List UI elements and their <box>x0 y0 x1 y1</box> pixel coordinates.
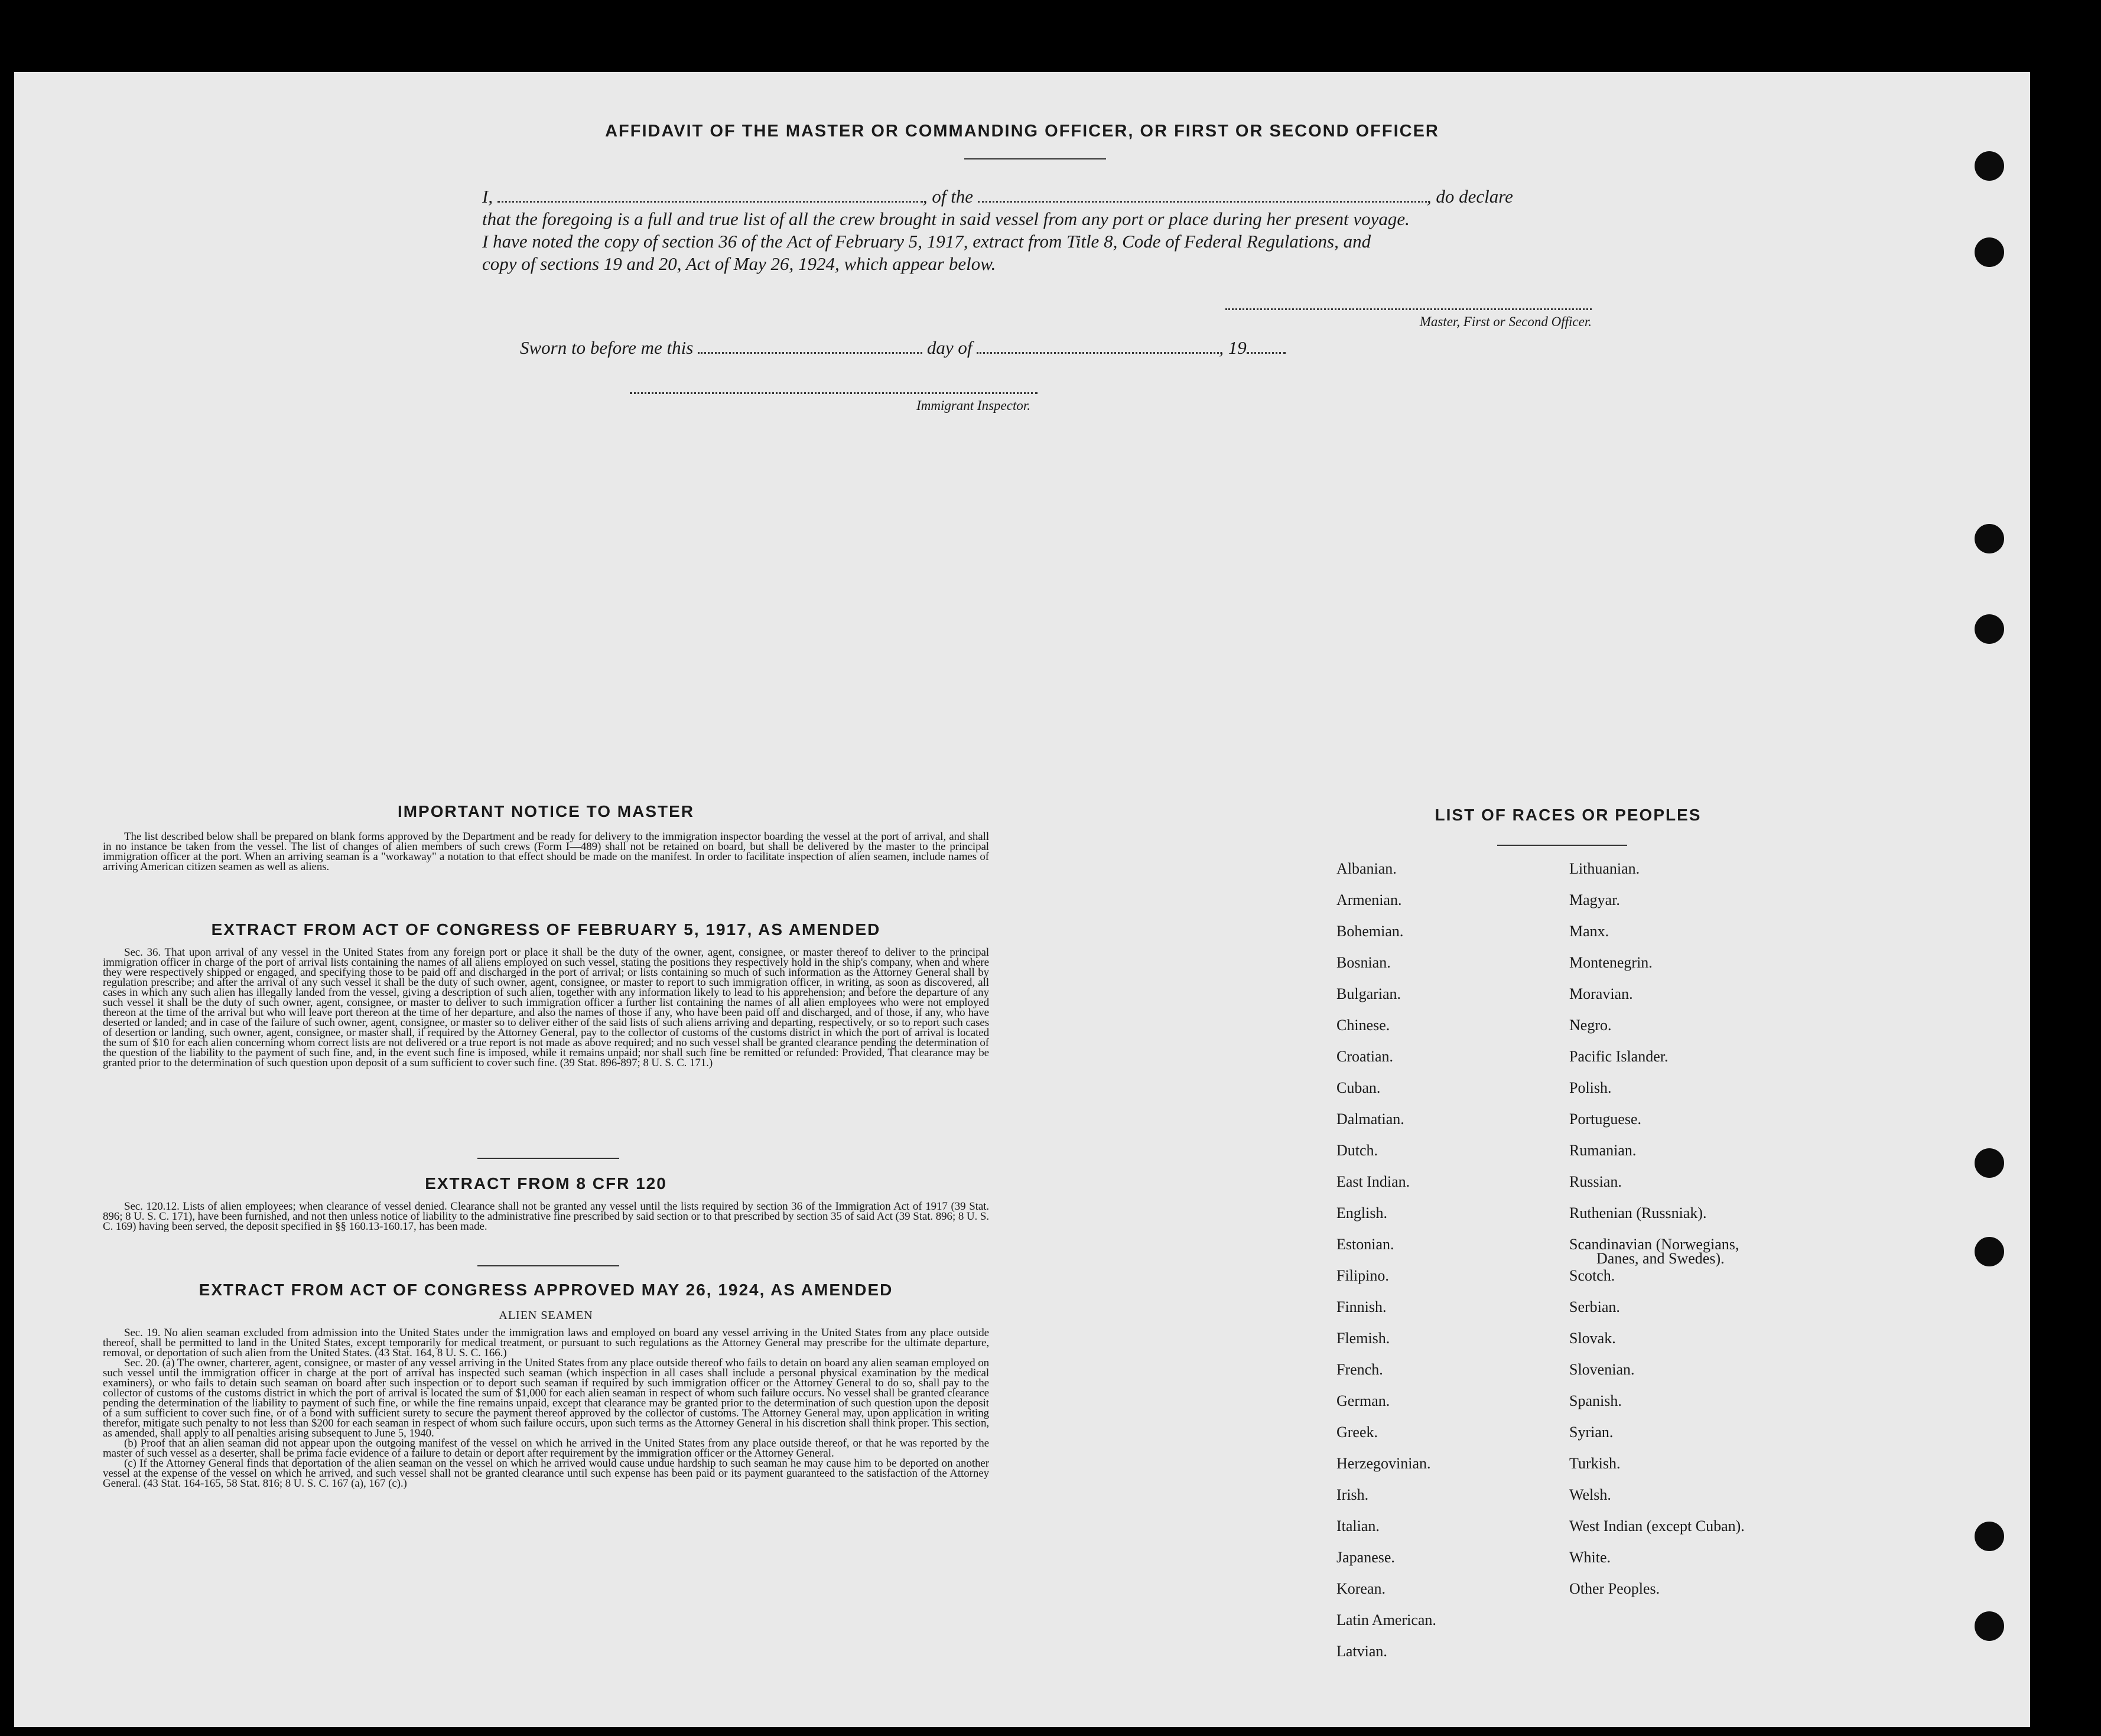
sworn-year-field[interactable] <box>1247 351 1286 354</box>
punch-hole-icon <box>1975 614 2004 644</box>
notice-text: The list described below shall be prepared on blank forms approved by the Department and be ready for delivery to the immigration inspector boarding the vessel at the port of arrival, and shall in no instance be taken from the vessel. The list of changes of alien members of such crews (Form I—489) shall not be retained on board, but shall be delivered by the master to the principal immigration officer at the port. When an arriving seaman is a "workaway" a notation to that effect should be made on the manifest. In order to facilitate inspection of alien seamen, include names of arriving American citizen seamen as well as aliens. <box>103 830 989 873</box>
race-item: Cuban. <box>1336 1079 1381 1096</box>
divider <box>477 1158 619 1159</box>
extract-1924-text: Sec. 19. No alien seaman excluded from admission into the United States under the immigration laws and employed on board any vessel arriving in the United States from any place outside thereof, shall be permitted to land in the United States, except temporarily for medical treatment, or pursuant to such regulations as the Attorney General may prescribe for the ultimate departure, removal, or deportation of such alien from the United States. (43 Stat. 164, 8 U. S. C. 166.) Sec. 20. (a) The owner, charterer, agent, consignee, or master of any vessel arriving in the United States from any place outside thereof who fails to detain on board any alien seaman employed on such vessel until the immigration officer in charge at the port of arrival has inspected such seaman (which inspection in all cases shall include a personal physical examination by the medical examiners), or who fails to detain such seaman on board after such inspection or to deport such seaman if required by such immigration officer or the Attorney General to do so, shall pay to the collector of customs of the customs district in which the port of arrival is located the sum of $1,000 for each alien seaman in respect of whom such failure occurs. No vessel shall be granted clearance pending the determination of the liability to payment of such fine, or while the fine remains unpaid, except that clearance may be granted prior to the determination of such question upon the deposit of a sum sufficient to cover such fine, or of a bond with sufficient surety to secure the payment thereof approved by the collector of customs. The Attorney General may, upon application in writing therefor, mitigate such penalty to not less than $200 for each seaman in respect of whom such failure occurs, upon such terms as the Attorney General in his discretion shall think proper. This section, as amended, shall apply to all penalties arising subsequent to June 5, 1940. (b) Proof that an alien seaman did not appear upon the outgoing manifest of the vessel on which he arrived in the United States from any place outside thereof, or that he was reported by the master of such vessel as a deserter, shall be prima facie evidence of a failure to detain or deport after requirement by the immigration officer or the Attorney General. (c) If the Attorney General finds that deportation of the alien seaman on the vessel on which he arrived would cause undue hardship to such seaman he may cause him to be deported on another vessel at the expense of the vessel on which he arrived, and such vessel shall not be granted clearance until such expense has been paid or its payment guaranteed to the satisfaction of the Attorney General. (43 Stat. 164-165, 58 Stat. 816; 8 U. S. C. 167 (a), 167 (c).) <box>103 1327 989 1490</box>
race-item: Greek. <box>1336 1424 1378 1441</box>
race-item: Negro. <box>1569 1017 1612 1034</box>
race-item: Welsh. <box>1569 1486 1611 1503</box>
master-signature-label: Master, First or Second Officer. <box>1419 314 1592 329</box>
affidavit-declarant-line: I, , of the , do declare <box>482 186 1513 207</box>
vessel-name-field[interactable] <box>978 200 1427 203</box>
race-item: Turkish. <box>1569 1455 1621 1472</box>
race-item: English. <box>1336 1204 1387 1222</box>
race-item: West Indian (except Cuban). <box>1569 1517 1745 1535</box>
punch-hole-icon <box>1975 1237 2004 1266</box>
race-item: Irish. <box>1336 1486 1369 1503</box>
race-item: Spanish. <box>1569 1392 1622 1409</box>
race-item: Other Peoples. <box>1569 1580 1660 1597</box>
race-item: Scandinavian (Norwegians, <box>1569 1236 1739 1253</box>
race-item: Serbian. <box>1569 1298 1620 1315</box>
race-item: Finnish. <box>1336 1298 1387 1315</box>
race-item: Russian. <box>1569 1173 1622 1190</box>
divider <box>477 1265 619 1266</box>
race-item: Korean. <box>1336 1580 1386 1597</box>
race-item: White. <box>1569 1549 1611 1566</box>
sworn-day-field[interactable] <box>698 351 922 354</box>
divider <box>964 158 1106 159</box>
race-item: Japanese. <box>1336 1549 1395 1566</box>
divider <box>1497 845 1627 846</box>
race-item: Moravian. <box>1569 985 1633 1002</box>
race-item: Slovenian. <box>1569 1361 1635 1378</box>
inspector-signature-label: Immigrant Inspector. <box>916 398 1030 413</box>
race-item: Latin American. <box>1336 1611 1436 1628</box>
race-item: Dalmatian. <box>1336 1110 1404 1128</box>
race-item: German. <box>1336 1392 1390 1409</box>
race-item: Danes, and Swedes). <box>1596 1250 1725 1267</box>
race-item: Flemish. <box>1336 1330 1390 1347</box>
extract-cfr-text: Sec. 120.12. Lists of alien employees; when clearance of vessel denied. Clearance shall not be granted any vessel until the lists required by section 36 of the Immigration Act of 1917 (39 Stat. 896; 8 U. S. C. 171), have been furnished, and not then unless notice of liability to the administrative fine prescribed by said section or to that prescribed by section 35 of said Act (39 Stat. 896; 8 U. S. C. 169) having been served, the deposit specified in §§ 160.13-160.17, has been made. <box>103 1200 989 1233</box>
punch-hole-icon <box>1975 237 2004 267</box>
punch-hole-icon <box>1975 1522 2004 1551</box>
race-item: Croatian. <box>1336 1048 1394 1065</box>
race-item: Bulgarian. <box>1336 985 1401 1002</box>
form-sheet <box>14 72 2030 1727</box>
affidavit-statement-line: that the foregoing is a full and true list of all the crew brought in said vessel from any port or place during her present voyage. <box>482 209 1410 229</box>
race-item: Montenegrin. <box>1569 954 1653 971</box>
affidavit-statement-line: copy of sections 19 and 20, Act of May 26, 1924, which appear below. <box>482 253 996 274</box>
race-item: East Indian. <box>1336 1173 1410 1190</box>
race-item: Italian. <box>1336 1517 1380 1535</box>
race-item: Bosnian. <box>1336 954 1391 971</box>
affidavit-statement-line: I have noted the copy of section 36 of the Act of February 5, 1917, extract from Title 8, Code of Federal Regulations, and <box>482 231 1371 252</box>
punch-hole-icon <box>1975 151 2004 181</box>
race-item: Latvian. <box>1336 1643 1387 1660</box>
sworn-month-field[interactable] <box>977 351 1219 354</box>
race-item: Lithuanian. <box>1569 860 1640 877</box>
affidavit-title: AFFIDAVIT OF THE MASTER OR COMMANDING OFFICER, OR FIRST OR SECOND OFFICER <box>605 122 1439 141</box>
race-item: Rumanian. <box>1569 1142 1637 1159</box>
race-item: Scotch. <box>1569 1267 1615 1284</box>
race-item: French. <box>1336 1361 1383 1378</box>
race-item: Slovak. <box>1569 1330 1616 1347</box>
extract-1924-title: EXTRACT FROM ACT OF CONGRESS APPROVED MAY 26, 1924, AS AMENDED <box>199 1281 893 1299</box>
extract-1917-title: EXTRACT FROM ACT OF CONGRESS OF FEBRUARY 5, 1917, AS AMENDED <box>211 920 881 939</box>
extract-cfr-title: EXTRACT FROM 8 CFR 120 <box>425 1174 667 1193</box>
race-item: Polish. <box>1569 1079 1612 1096</box>
punch-hole-icon <box>1975 1148 2004 1178</box>
race-item: Albanian. <box>1336 860 1397 877</box>
notice-title: IMPORTANT NOTICE TO MASTER <box>397 802 695 820</box>
race-item: Filipino. <box>1336 1267 1389 1284</box>
punch-hole-icon <box>1975 1611 2004 1641</box>
race-item: Magyar. <box>1569 891 1620 908</box>
inspector-signature-field[interactable] <box>630 392 1038 394</box>
race-item: Dutch. <box>1336 1142 1378 1159</box>
races-title: LIST OF RACES OR PEOPLES <box>1435 806 1702 824</box>
race-item: Pacific Islander. <box>1569 1048 1669 1065</box>
race-item: Syrian. <box>1569 1424 1614 1441</box>
sworn-line: Sworn to before me this day of , 19 <box>520 337 1406 359</box>
race-item: Bohemian. <box>1336 923 1404 940</box>
race-item: Ruthenian (Russniak). <box>1569 1204 1707 1222</box>
race-item: Chinese. <box>1336 1017 1390 1034</box>
extract-1917-text: Sec. 36. That upon arrival of any vessel in the United States from any foreign port or place it shall be the duty of the owner, agent, consignee, or master thereof to deliver to the principal immigration officer in charge of the port of arrival lists containing the names of all aliens employed on such vessel, stating the positions they respectively hold in the ship's company, when and where they were respectively shipped or engaged, and specifying those to be paid off and discharged in the port of arrival; or lists containing so much of such information as the Attorney General shall by regulation prescribe; and after the arrival of any such vessel it shall be the duty of such owner, agent, consignee, or master to report to such immigration officer, in writing, as soon as discovered, all cases in which any such alien has illegally landed from the vessel, giving a description of such alien, together with any information likely to lead to his apprehension; and before the departure of any such vessel it shall be the duty of such owner, agent, consignee, or master to deliver to such immigration officer a further list containing the names of all alien employees who were not employed thereon at the time of the arrival but who will leave port thereon at the time of her departure, and also the names of those if any, who have been paid off and discharged, and of those, if any, who have deserted or landed; and in case of the failure of such owner, agent, consignee, or master so to deliver either of the said lists of such aliens arriving and departing, respectively, or so to report such cases of desertion or landing, such owner, agent, consignee, or master shall, if required by the Attorney General, pay to the collector of customs of the customs district in which the port of arrival is located the sum of $10 for each alien concerning whom correct lists are not delivered or a true report is not made as above required; and no such vessel shall be granted clearance pending the determination of the question of the liability to the payment of such fine, and, in the event such fine is imposed, while it remains unpaid; nor shall such fine be remitted or refunded: Provided, That clearance may be granted prior to the determination of such question upon deposit of a sum sufficient to cover such fine. (39 Stat. 896-897; 8 U. S. C. 171.) <box>103 946 989 1069</box>
race-item: Estonian. <box>1336 1236 1394 1253</box>
punch-hole-icon <box>1975 524 2004 553</box>
master-signature-field[interactable] <box>1225 308 1592 310</box>
race-item: Armenian. <box>1336 891 1402 908</box>
race-item: Manx. <box>1569 923 1609 940</box>
extract-1924-subtitle: ALIEN SEAMEN <box>499 1309 593 1322</box>
race-item: Portuguese. <box>1569 1110 1642 1128</box>
declarant-name-field[interactable] <box>497 200 923 203</box>
race-item: Herzegovinian. <box>1336 1455 1431 1472</box>
